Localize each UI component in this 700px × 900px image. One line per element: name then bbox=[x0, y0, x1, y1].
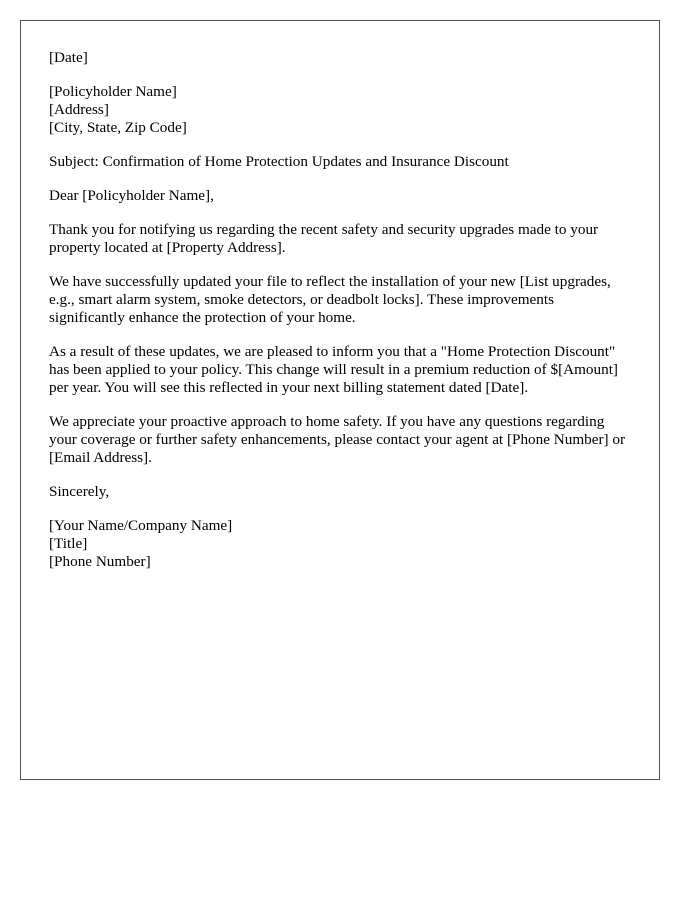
recipient-address-block bbox=[49, 83, 631, 137]
letter-document bbox=[20, 20, 660, 780]
signature-name: [Your Name/Company Name] bbox=[49, 517, 233, 534]
signature-title: [Title] bbox=[49, 535, 88, 552]
letter-date: [Date] bbox=[49, 49, 88, 66]
body-paragraph-discount: As a result of these updates, we are pleased to inform you that a "Home Protection Discount" has been applied to your policy. This change will result in a premium reduction of $[Amount] per year. You will see this reflected in your next billing statement dated [Date]. bbox=[49, 343, 618, 396]
body-paragraph-upgrades: We have successfully updated your file to reflect the installation of your new [List upgrades, e.g., smart alarm system, smoke detectors, or deadbolt locks]. These improvements significantly enhance the protection of your home. bbox=[49, 273, 611, 326]
body-paragraph-contact: We appreciate your proactive approach to home safety. If you have any questions regarding your coverage or further safety enhancements, please contact your agent at [Phone Number] or [Email Address]. bbox=[49, 413, 626, 466]
body-paragraph-notification: Thank you for notifying us regarding the recent safety and security upgrades made to your property located at [Property Address]. bbox=[49, 221, 599, 256]
recipient-city-state-zip: [City, State, Zip Code] bbox=[49, 119, 187, 136]
letter-closing: Sincerely, bbox=[49, 483, 110, 500]
letter-subject: Subject: Confirmation of Home Protection Updates and Insurance Discount bbox=[49, 153, 509, 170]
recipient-name: [Policyholder Name] bbox=[49, 83, 177, 100]
signature-phone: [Phone Number] bbox=[49, 553, 151, 570]
letter-salutation: Dear [Policyholder Name], bbox=[49, 187, 214, 204]
recipient-address: [Address] bbox=[49, 101, 109, 118]
signature-block bbox=[49, 517, 631, 571]
